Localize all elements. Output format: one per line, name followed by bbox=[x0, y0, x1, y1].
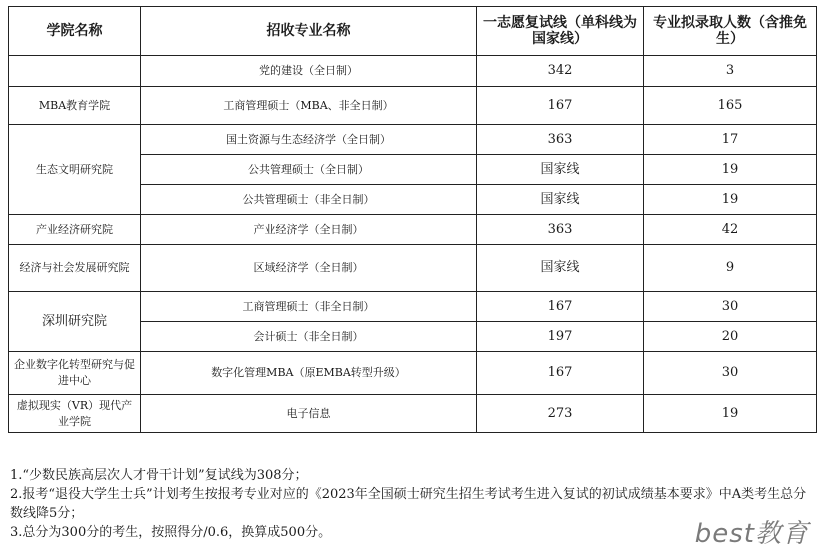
college-cell: 企业数字化转型研究与促进中心 bbox=[9, 352, 141, 395]
college-cell bbox=[9, 56, 141, 87]
watermark-logo: best教育 bbox=[694, 519, 809, 549]
college-cell: 生态文明研究院 bbox=[9, 125, 141, 215]
count-cell: 3 bbox=[644, 56, 817, 87]
score-cell: 197 bbox=[477, 322, 644, 352]
table-row bbox=[9, 56, 817, 87]
major-cell: 公共管理硕士（非全日制） bbox=[141, 185, 477, 215]
table-row bbox=[9, 292, 817, 322]
header-score bbox=[477, 7, 644, 56]
table-row bbox=[9, 352, 817, 395]
score-cell: 363 bbox=[477, 125, 644, 155]
footnotes bbox=[10, 466, 810, 542]
count-cell: 19 bbox=[644, 155, 817, 185]
header-score-text: 一志愿复试线（单科线为国家线） bbox=[483, 15, 637, 47]
count-cell: 42 bbox=[644, 215, 817, 245]
table-row bbox=[9, 125, 817, 155]
count-cell: 19 bbox=[644, 395, 817, 433]
admission-table bbox=[8, 6, 817, 433]
college-cell: 经济与社会发展研究院 bbox=[9, 245, 141, 292]
footnote-1: 1.“少数民族高层次人才骨干计划”复试线为308分； bbox=[10, 468, 308, 483]
table-row bbox=[9, 87, 817, 125]
count-cell: 30 bbox=[644, 352, 817, 395]
college-cell: MBA教育学院 bbox=[9, 87, 141, 125]
major-cell: 党的建设（全日制） bbox=[141, 56, 477, 87]
count-cell: 19 bbox=[644, 185, 817, 215]
score-cell: 167 bbox=[477, 292, 644, 322]
major-cell: 电子信息 bbox=[141, 395, 477, 433]
score-cell: 国家线 bbox=[477, 185, 644, 215]
header-count-text: 专业拟录取人数（含推免生） bbox=[653, 15, 807, 47]
footnote-2: 2.报考“退役大学生士兵”计划考生按报考专业对应的《2023年全国硕士研究生招生考试考生进入复试的初试成绩基本要求》中A类考生总分数线降5分； bbox=[10, 487, 807, 521]
major-cell: 产业经济学（全日制） bbox=[141, 215, 477, 245]
table-row bbox=[9, 245, 817, 292]
major-cell: 区域经济学（全日制） bbox=[141, 245, 477, 292]
footnote-3: 3.总分为300分的考生，按照得分/0.6，换算成500分。 bbox=[10, 525, 332, 540]
score-cell: 342 bbox=[477, 56, 644, 87]
count-cell: 20 bbox=[644, 322, 817, 352]
count-cell: 9 bbox=[644, 245, 817, 292]
score-cell: 363 bbox=[477, 215, 644, 245]
score-cell: 167 bbox=[477, 87, 644, 125]
count-cell: 165 bbox=[644, 87, 817, 125]
major-cell: 会计硕士（非全日制） bbox=[141, 322, 477, 352]
score-cell: 国家线 bbox=[477, 245, 644, 292]
college-cell: 深圳研究院 bbox=[9, 292, 141, 352]
header-major: 招收专业名称 bbox=[141, 7, 477, 56]
count-cell: 30 bbox=[644, 292, 817, 322]
table-header-row bbox=[9, 7, 817, 56]
count-cell: 17 bbox=[644, 125, 817, 155]
score-cell: 167 bbox=[477, 352, 644, 395]
college-cell: 虚拟现实（VR）现代产业学院 bbox=[9, 395, 141, 433]
major-cell: 工商管理硕士（MBA、非全日制） bbox=[141, 87, 477, 125]
college-cell: 产业经济研究院 bbox=[9, 215, 141, 245]
score-cell: 国家线 bbox=[477, 155, 644, 185]
table-row bbox=[9, 215, 817, 245]
major-cell: 公共管理硕士（全日制） bbox=[141, 155, 477, 185]
score-cell: 273 bbox=[477, 395, 644, 433]
major-cell: 国土资源与生态经济学（全日制） bbox=[141, 125, 477, 155]
table-row bbox=[9, 395, 817, 433]
header-count bbox=[644, 7, 817, 56]
major-cell: 工商管理硕士（非全日制） bbox=[141, 292, 477, 322]
header-college: 学院名称 bbox=[9, 7, 141, 56]
major-cell: 数字化管理MBA（原EMBA转型升级） bbox=[141, 352, 477, 395]
